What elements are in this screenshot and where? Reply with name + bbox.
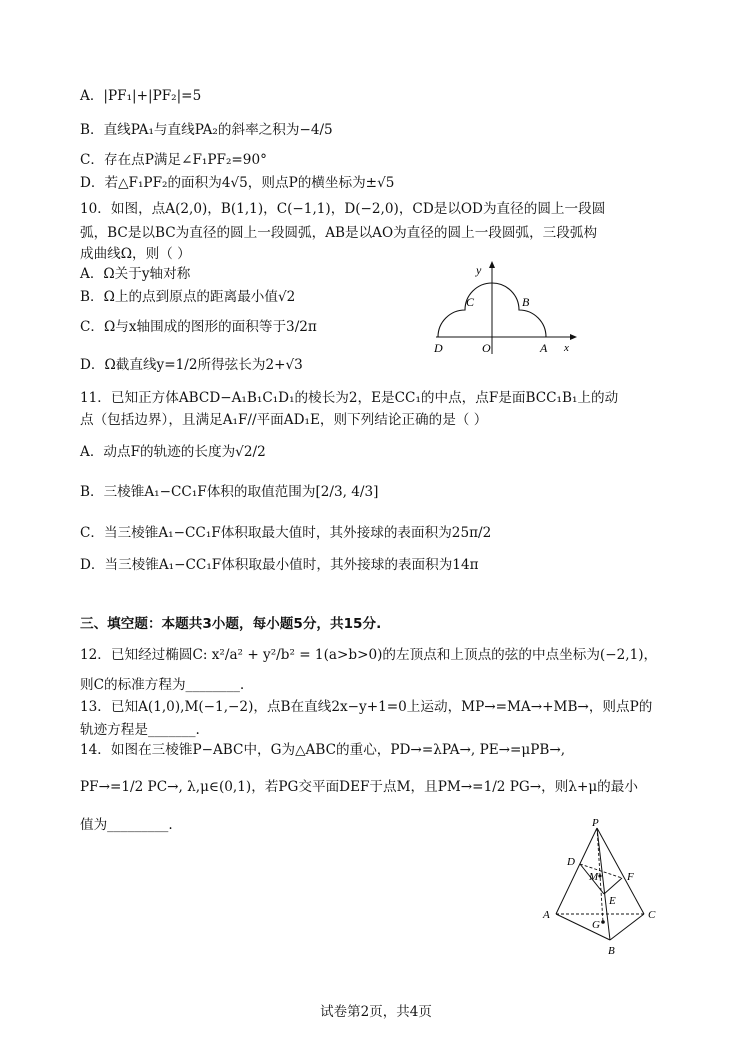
label-E: E <box>609 895 616 907</box>
label-C: C <box>466 295 475 309</box>
q11-stem-line2: 点（包括边界），且满足A₁F//平面AD₁E，则下列结论正确的是（ ） <box>80 412 488 428</box>
label-x: x <box>564 342 569 354</box>
label-B: B <box>608 945 615 957</box>
label-F: F <box>627 871 634 883</box>
q14-line2: PF→=1/2 PC→, λ,μ∈(0,1)，若PG交平面DEF于点M，且PM→=1/2 PG→，则λ+μ的最小 <box>80 779 638 795</box>
q13-line2: 轨迹方程是_______. <box>80 722 200 738</box>
q10-stem-line1: 10．如图，点A(2,0)，B(1,1)，C(−1,1)，D(−2,0)，CD是以OD为直径的圆上一段圆 <box>80 201 606 217</box>
q13-line1: 13．已知A(1,0),M(−1,−2)，点B在直线2x−y+1=0上运动，MP→=MA→+MB→，则点P的 <box>80 699 653 715</box>
q11-option-a: A．动点F的轨迹的长度为√2/2 <box>80 444 266 460</box>
q10-curve-figure <box>430 258 580 358</box>
q14-line1: 14．如图在三棱锥P−ABC中，G为△ABC的重心，PD→=λPA→, PE→=μPB→, <box>80 742 566 758</box>
q10-option-c: C．Ω与x轴围成的图形的面积等于3/2π <box>80 319 317 335</box>
q9-option-a: A．|PF₁|+|PF₂|=5 <box>80 88 202 104</box>
label-P: P <box>592 818 599 829</box>
q9-option-c: C．存在点P满足∠F₁PF₂=90° <box>80 152 267 168</box>
label-G: G <box>592 919 600 931</box>
q11-stem-line1: 11．已知正方体ABCD−A₁B₁C₁D₁的棱长为2，E是CC₁的中点，点F是面BCC₁B₁上的动 <box>80 390 619 406</box>
label-D: D <box>567 856 575 868</box>
q11-option-d: D．当三棱锥A₁−CC₁F体积取最小值时，其外接球的表面积为14π <box>80 557 479 573</box>
q11-option-b: B．三棱锥A₁−CC₁F体积的取值范围为[2/3, 4/3] <box>80 484 379 500</box>
q10-option-d: D．Ω截直线y=1/2所得弦长为2+√3 <box>80 357 303 373</box>
section-3-title: 三、填空题：本题共3小题，每小题5分，共15分. <box>80 616 382 632</box>
q11-option-c: C．当三棱锥A₁−CC₁F体积取最大值时，其外接球的表面积为25π/2 <box>80 525 492 541</box>
page-footer: 试卷第2页，共4页 <box>320 1004 432 1020</box>
q10-stem-line3: 成曲线Ω，则（ ） <box>80 246 191 262</box>
label-O: O <box>482 341 491 355</box>
q14-line3: 值为_________. <box>80 817 173 833</box>
label-B: B <box>522 295 530 309</box>
q10-option-b: B．Ω上的点到原点的距离最小值√2 <box>80 289 296 305</box>
q9-option-b: B．直线PA₁与直线PA₂的斜率之积为−4/5 <box>80 122 333 138</box>
q10-option-a: A．Ω关于y轴对称 <box>80 266 191 282</box>
q12-line2: 则C的标准方程为________. <box>80 677 245 693</box>
q10-stem-line2: 弧，BC是以BC为直径的圆上一段圆弧，AB是以AO为直径的圆上一段圆弧，三段弧构 <box>80 225 598 241</box>
label-D: D <box>434 341 443 355</box>
label-C: C <box>648 909 656 921</box>
q9-option-d: D．若△F₁PF₂的面积为4√5，则点P的横坐标为±√5 <box>80 175 395 191</box>
label-A: A <box>540 341 548 355</box>
label-y: y <box>476 263 482 277</box>
label-A: A <box>543 909 550 921</box>
label-M: M <box>589 871 599 883</box>
q12-line1: 12．已知经过椭圆C: x²/a² + y²/b² = 1(a>b>0)的左顶点和上顶点的弦的中点坐标为(−2,1)， <box>80 647 658 663</box>
q14-pyramid-figure <box>536 818 666 960</box>
